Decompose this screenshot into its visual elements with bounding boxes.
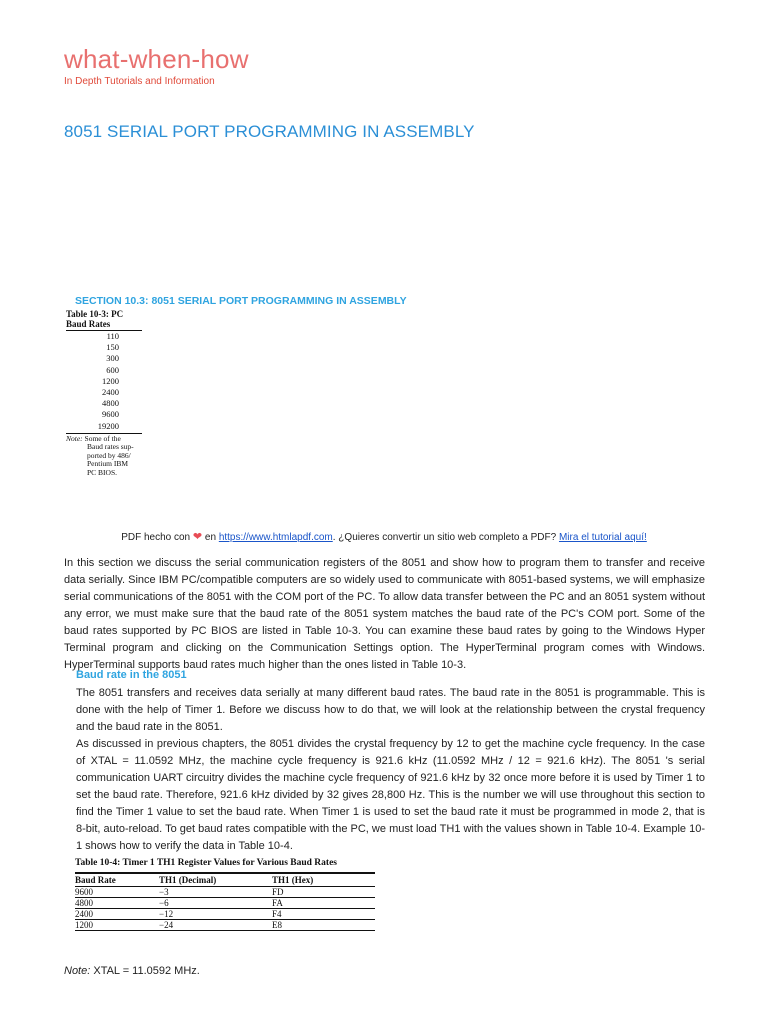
table-row: 300 — [106, 353, 119, 364]
table-cell: −12 — [159, 909, 272, 920]
column-header: TH1 (Hex) — [272, 873, 375, 887]
table-row: 2400 — [102, 387, 119, 398]
table-cell: 9600 — [75, 887, 159, 898]
table-row: 9600 — [102, 409, 119, 420]
column-header: TH1 (Decimal) — [159, 873, 272, 887]
table-cell: 4800 — [75, 898, 159, 909]
table-10-3-note-line: PC BIOS. — [87, 467, 118, 477]
baud-rate-body — [76, 685, 705, 855]
table-row — [75, 920, 375, 931]
table-row: 600 — [106, 364, 119, 375]
section-heading: SECTION 10.3: 8051 SERIAL PORT PROGRAMMING IN ASSEMBLY — [75, 295, 407, 307]
note-label: Note: — [64, 965, 91, 977]
table-10-3-note-line: Pentium IBM — [87, 459, 129, 469]
table-cell: FA — [272, 898, 375, 909]
table-cell: 2400 — [75, 909, 159, 920]
intro-paragraph: In this section we discuss the serial communication registers of the 8051 and show how to program them to transfer and receive data serially. Since IBM PC/compatible computers are so widely used to communicate with 8051-based systems, we will emphasize serial communications of the 8051 with the COM port of the PC. To allow data transfer between the PC and an 8051 system without any error, we must make sure that the baud rate of the 8051 system matches the baud rate of the PC's COM port. Some of the baud rates supported by PC BIOS are listed in Table 10-3. You can examine these baud rates by going to the Windows Hyper Terminal program and clicking on the Communication Settings option. The HyperTerminal program comes with Windows. HyperTerminal supports baud rates much higher than the ones listed in Table 10-3. — [64, 557, 705, 671]
table-10-3 — [66, 309, 142, 477]
paragraph: The 8051 transfers and receives data serially at many different baud rates. The baud rate in the 8051 is programmable. This is done with the help of Timer 1. Before we discuss how to do that, we will look at the relationship between the crystal frequency and the baud rate in the 8051. — [76, 687, 705, 733]
table-10-3-note-line: Some of the — [84, 433, 121, 443]
table-10-3-note-line: ported by 486/ — [87, 450, 131, 460]
xtal-note — [64, 965, 200, 977]
table-row — [75, 887, 375, 898]
note-text: XTAL = 11.0592 MHz. — [90, 965, 200, 977]
table-10-3-rows — [66, 331, 142, 434]
table-10-4-title: Table 10-4: Timer 1 TH1 Register Values for Various Baud Rates — [75, 858, 337, 868]
tutorial-link[interactable]: Mira el tutorial aquí! — [558, 532, 647, 543]
table-row — [75, 909, 375, 920]
table-row: 150 — [106, 342, 119, 353]
table-10-3-header: Baud Rates — [66, 319, 142, 331]
table-cell: −6 — [159, 898, 272, 909]
htmlapdf-link[interactable]: https://www.htmlapdf.com — [218, 532, 333, 543]
pdf-banner-middle: en — [204, 532, 217, 543]
table-10-3-note-line: Baud rates sup- — [87, 442, 134, 452]
table-cell: E8 — [272, 920, 375, 931]
table-cell: −3 — [159, 887, 272, 898]
table-10-3-note — [66, 434, 142, 478]
table-row: 110 — [106, 331, 119, 341]
table-cell: 1200 — [75, 920, 159, 931]
pdf-banner-question: . ¿Quieres convertir un sitio web completo a PDF? — [332, 532, 557, 543]
pdf-banner — [0, 530, 768, 543]
pdf-banner-prefix: PDF hecho con — [121, 532, 191, 543]
table-10-3-note-label: Note: — [66, 433, 83, 443]
table-row: 19200 — [97, 420, 119, 431]
table-10-4 — [75, 857, 375, 931]
table-row — [75, 898, 375, 909]
site-title[interactable]: what-when-how — [64, 44, 249, 74]
table-10-4-grid — [75, 872, 375, 931]
heart-icon: ❤ — [192, 531, 203, 543]
site-tagline: In Depth Tutorials and Information — [64, 76, 215, 87]
paragraph: As discussed in previous chapters, the 8051 divides the crystal frequency by 12 to get the machine cycle frequency. In the case of XTAL = 11.0592 MHz, the machine cycle frequency is 921.6 kHz (11.0592 MHz / 12 = 921.6 kHz). The 8051 's serial communication UART circuitry divides the machine cycle frequency of 921.6 kHz by 32 once more before it is used by Timer 1 to set the baud rate. Therefore, 921.6 kHz divided by 32 gives 28,800 Hz. This is the number we will use throughout this section to find the Timer 1 value to set the baud rate. When Timer 1 is used to set the baud rate it must be programmed in mode 2, that is 8-bit, auto-reload. To get baud rates compatible with the PC, we must load TH1 with the values shown in Table 10-4. Example 10-1 shows how to verify the data in Table 10-4. — [76, 738, 705, 852]
table-row: 4800 — [102, 398, 119, 409]
article-title: 8051 SERIAL PORT PROGRAMMING IN ASSEMBLY — [64, 122, 475, 141]
table-row: 1200 — [102, 375, 119, 386]
table-cell: FD — [272, 887, 375, 898]
table-10-3-title: Table 10-3: PC — [66, 309, 124, 319]
baud-rate-subheading: Baud rate in the 8051 — [76, 669, 187, 681]
table-cell: F4 — [272, 909, 375, 920]
column-header: Baud Rate — [75, 873, 159, 887]
table-cell: −24 — [159, 920, 272, 931]
table-header-row — [75, 873, 375, 887]
